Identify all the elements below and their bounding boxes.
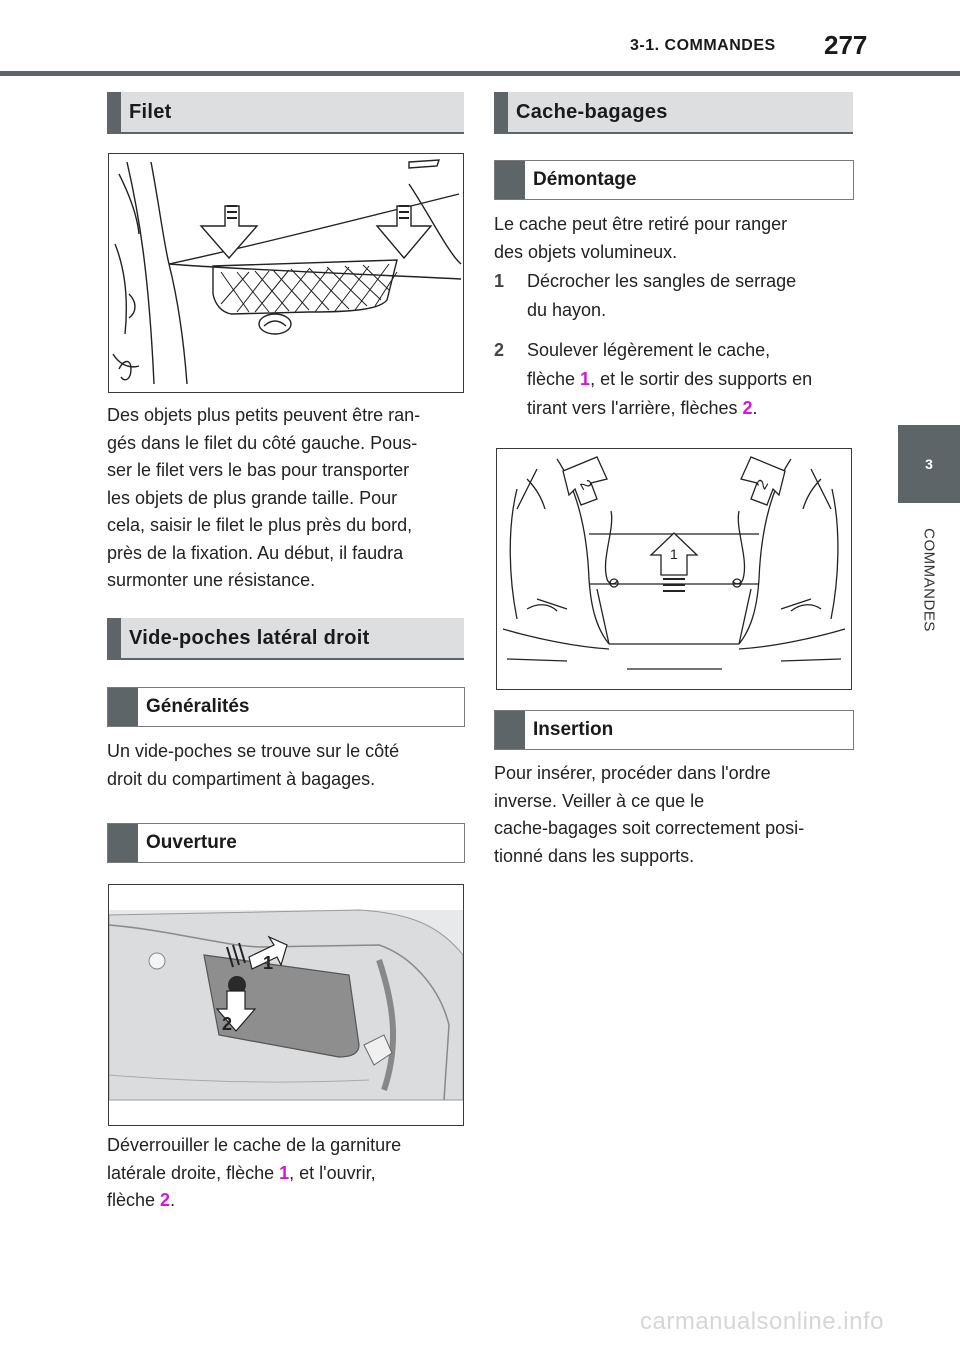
figure-label-1: 1 <box>263 953 274 973</box>
subheading-insertion: Insertion <box>494 710 854 750</box>
figure-label-2-right: 2 <box>753 476 773 493</box>
chapter-tab-label: COMMANDES <box>920 528 938 632</box>
step-1: 1 Décrocher les sangles de serrage du hayon. <box>494 271 797 320</box>
figure-net <box>108 153 464 393</box>
subheading-ouverture: Ouverture <box>107 823 465 863</box>
section-title: 3-1. COMMANDES <box>630 37 776 54</box>
subheading-generalites: Généralités <box>107 687 465 727</box>
heading-cache-bagages: Cache-bagages <box>494 92 853 134</box>
paragraph-filet: Des objets plus petits peuvent être ran- gés dans le filet du côté gauche. Pous- ser le filet vers le bas pour transporter les objets de plus grande taille. Pour cela, saisir le filet le plus près du bord, près de la fixation. Au début, il faudra surmonter une résistance. <box>107 405 421 590</box>
figure-cover-removal <box>496 448 852 690</box>
figure-label-2-left: 2 <box>576 477 595 493</box>
step-2: 2 Soulever légèrement le cache, flèche 1, et le sortir des supports en tirant vers l'arrière, flèches 2. <box>494 340 813 418</box>
figure-label-2: 2 <box>222 1014 233 1034</box>
paragraph-demontage: Le cache peut être retiré pour ranger des objets volumineux. <box>494 214 788 262</box>
paragraph-insertion: Pour insérer, procéder dans l'ordre inverse. Veiller à ce que le cache-bagages soit correctement posi- tionné dans les supports. <box>494 763 805 866</box>
watermark: carmanualsonline.info <box>640 1308 884 1335</box>
header-rule <box>0 71 960 76</box>
figure-label-1: 1 <box>670 546 678 562</box>
subheading-demontage: Démontage <box>494 160 854 200</box>
paragraph-ouverture: Déverrouiller le cache de la garniture latérale droite, flèche 1, et l'ouvrir, flèche 2. <box>107 1135 402 1210</box>
heading-filet: Filet <box>107 92 464 134</box>
heading-vide-poches: Vide-poches latéral droit <box>107 618 464 660</box>
chapter-tab[interactable] <box>898 425 960 503</box>
paragraph-generalites: Un vide-poches se trouve sur le côté droit du compartiment à bagages. <box>107 741 400 789</box>
page-number: 277 <box>824 30 868 60</box>
chapter-number: 3 <box>925 456 933 472</box>
figure-side-pocket <box>108 884 464 1126</box>
